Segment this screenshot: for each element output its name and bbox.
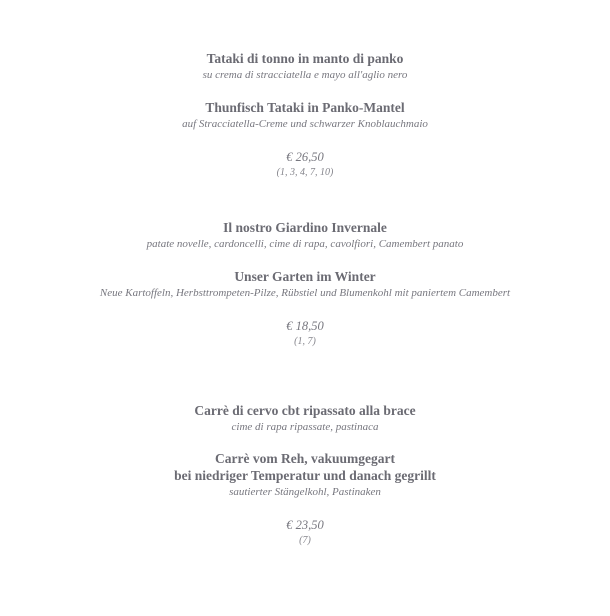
dish-allergens: (7) — [299, 535, 311, 546]
dish-venison-rack — [0, 402, 610, 547]
dish-description-german: Neue Kartoffeln, Herbsttrompeten-Pilze, Rübstiel und Blumenkohl mit paniertem Camembert — [99, 287, 511, 299]
dish-allergens: (1, 3, 4, 7, 10) — [276, 167, 334, 178]
dish-title-german-line2: bei niedriger Temperatur und danach gegrillt — [174, 468, 436, 483]
dish-title-german: Unser Garten im Winter — [234, 269, 376, 284]
dish-price: € 18,50 — [286, 319, 324, 333]
dish-title-italian: Il nostro Giardino Invernale — [223, 220, 387, 235]
dish-title-german-line1: Carrè vom Reh, vakuumgegart — [215, 451, 395, 466]
dish-description-german: auf Stracciatella-Creme und schwarzer Knoblauchmaio — [182, 118, 428, 130]
dish-title-italian: Carrè di cervo cbt ripassato alla brace — [194, 403, 416, 418]
dish-description-italian: patate novelle, cardoncelli, cime di rapa, cavolfiori, Camembert panato — [146, 238, 464, 250]
dish-allergens: (1, 7) — [294, 336, 316, 347]
dish-description-italian: su crema di stracciatella e mayo all'aglio nero — [202, 69, 408, 81]
dish-price: € 23,50 — [286, 518, 324, 532]
dish-description-german: sautierter Stängelkohl, Pastinaken — [229, 486, 381, 498]
dish-winter-garden — [0, 219, 610, 348]
dish-title-italian: Tataki di tonno in manto di panko — [206, 51, 404, 66]
dish-price: € 26,50 — [286, 150, 324, 164]
dish-title-german: Thunfisch Tataki in Panko-Mantel — [205, 100, 405, 115]
dish-tuna-tataki — [0, 50, 610, 179]
dish-description-italian: cime di rapa ripassate, pastinaca — [231, 421, 379, 433]
